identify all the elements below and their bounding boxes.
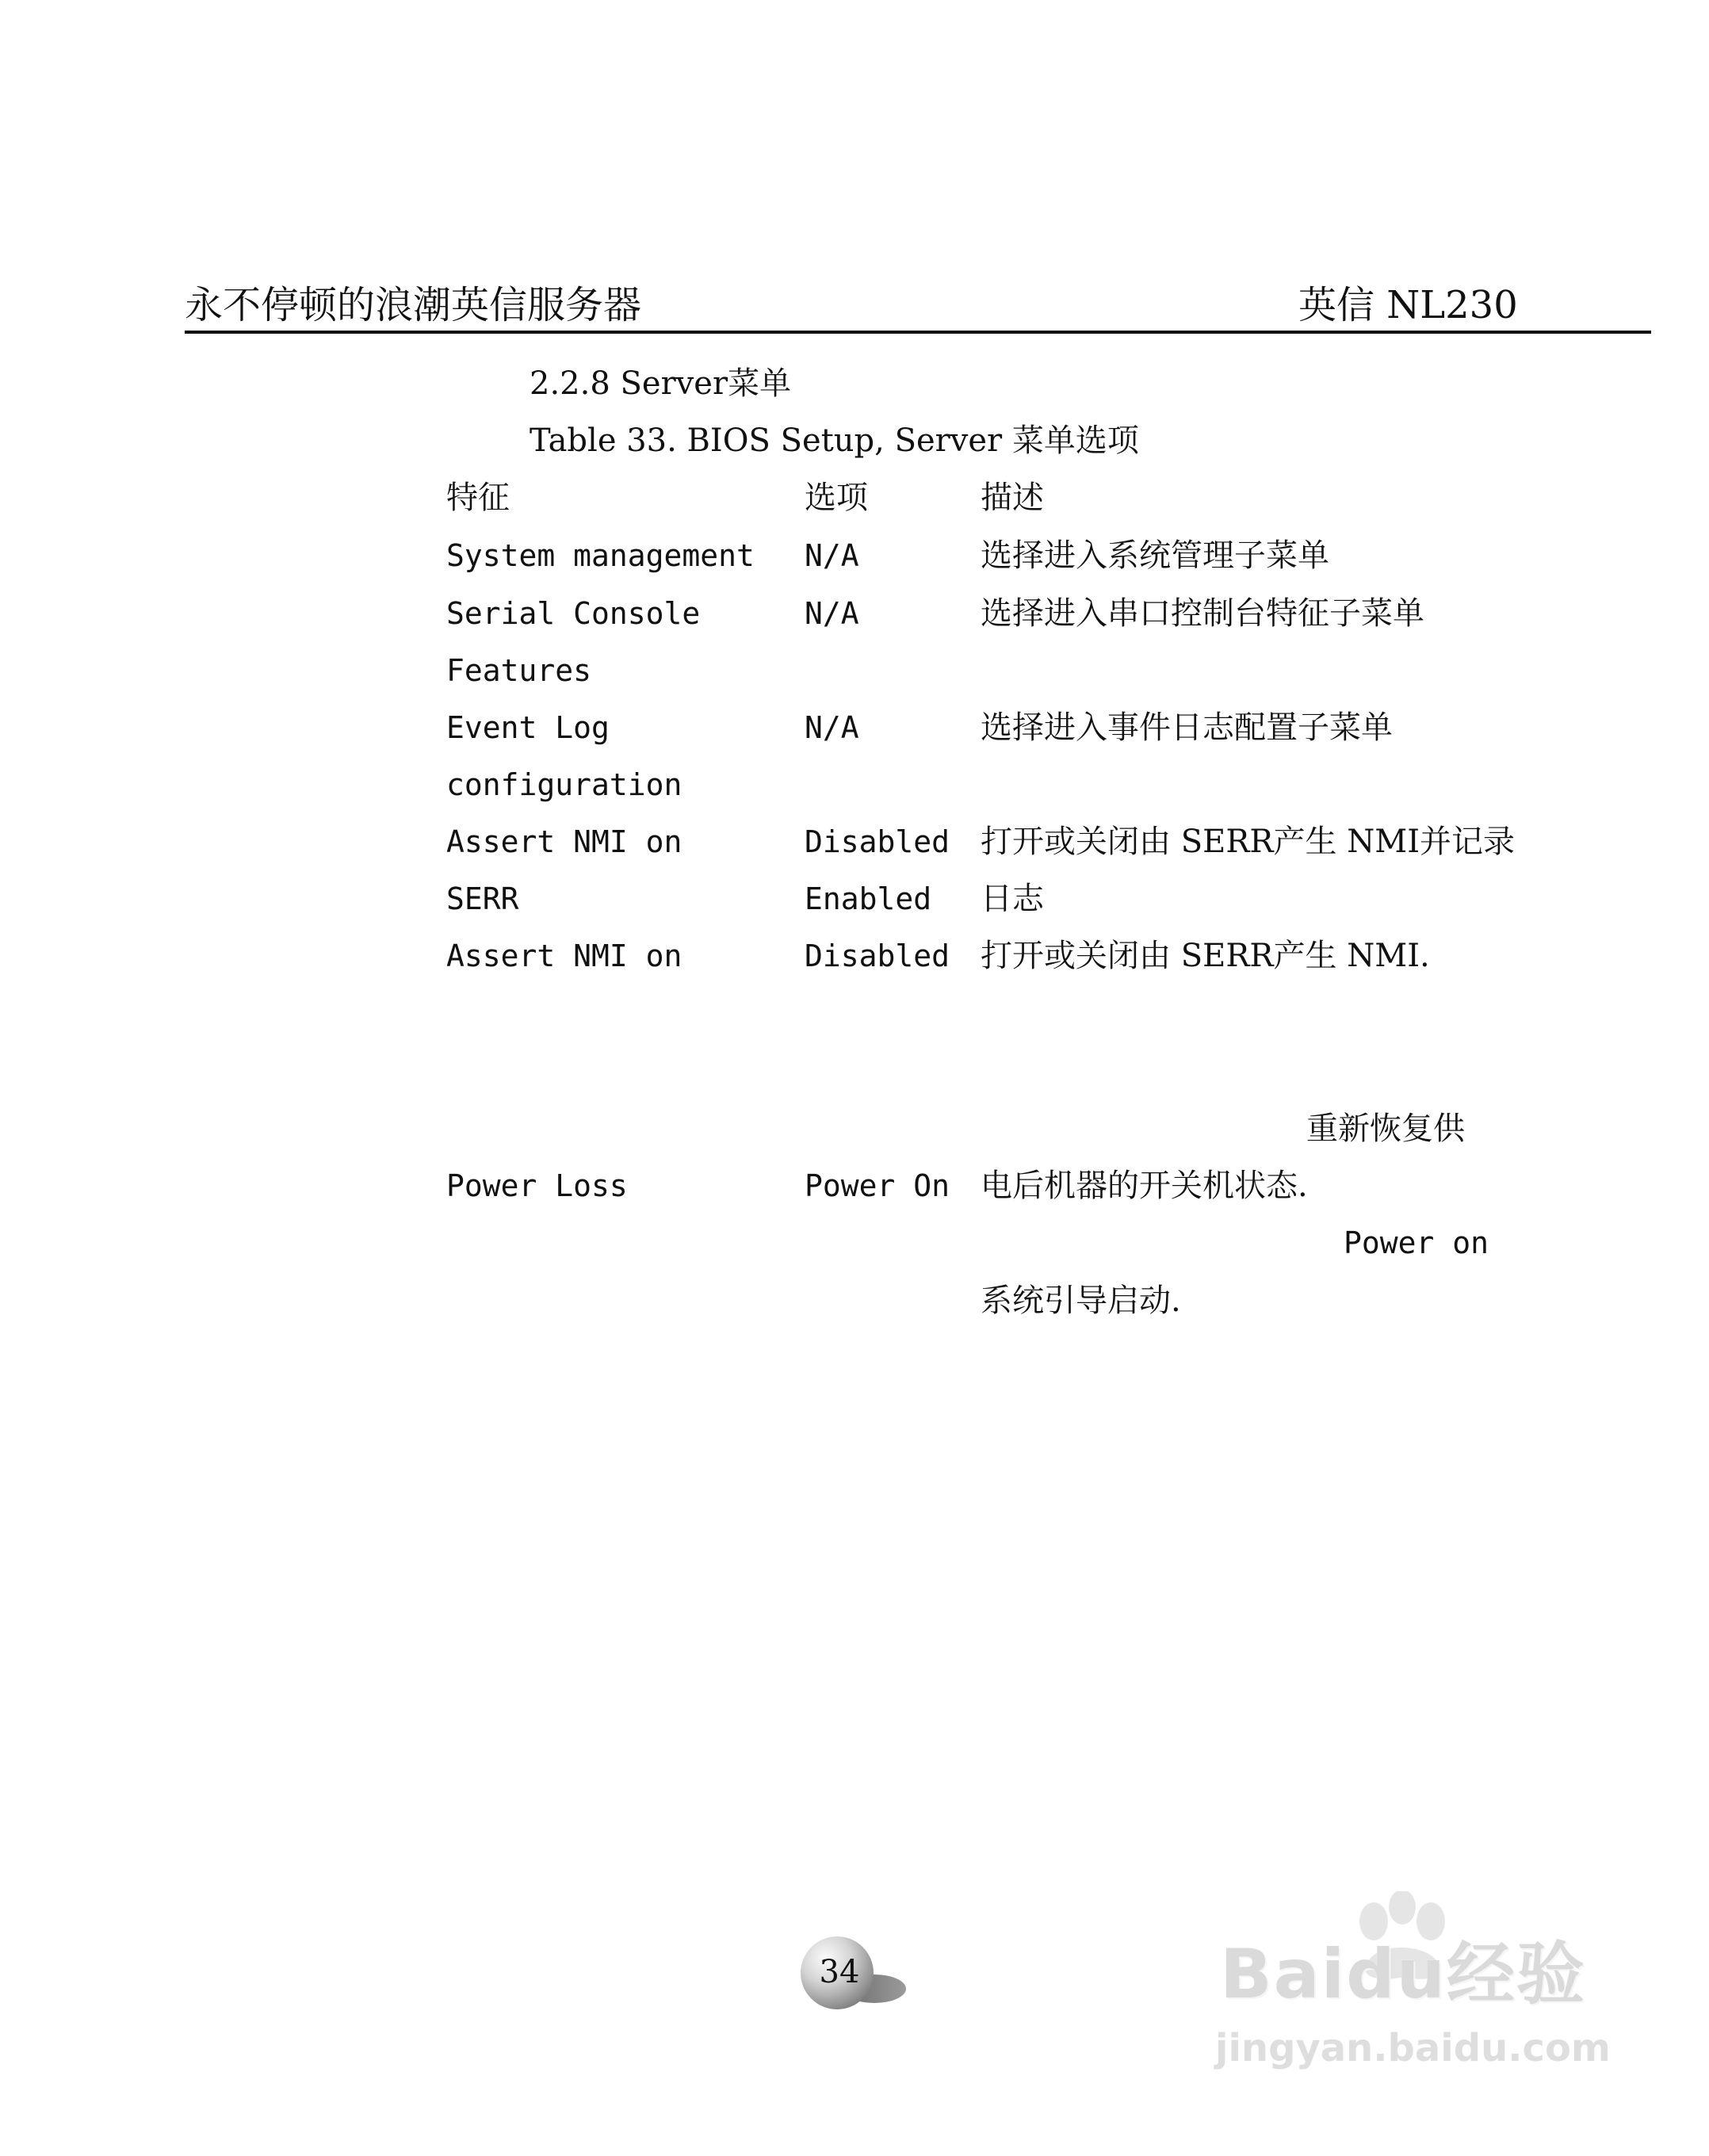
option-enabled: Enabled <box>805 881 932 916</box>
feature-event-log-line-2: configuration <box>446 767 682 802</box>
feature-assert-nmi-serr-line-2: SERR <box>446 881 519 916</box>
description-system-management: 选择进入系统管理子菜单 <box>981 537 1329 574</box>
header-divider <box>185 331 1651 334</box>
column-header-option: 选项 <box>805 480 868 516</box>
feature-event-log-line-1: Event Log <box>446 710 610 745</box>
option-power-on: Power On <box>805 1168 950 1203</box>
feature-serial-console-line-1: Serial Console <box>446 596 701 631</box>
description-power-loss-line-4: 系统引导启动. <box>981 1283 1181 1319</box>
page-number: 34 <box>819 1954 860 1990</box>
option-system-management: N/A <box>805 538 859 573</box>
section-title: 2.2.8 Server菜单 <box>530 365 792 402</box>
document-header-title: 永不停顿的浪潮英信服务器 <box>185 283 642 327</box>
document-header-model: 英信 NL230 <box>1298 283 1518 327</box>
feature-power-loss: Power Loss <box>446 1168 628 1203</box>
option-disabled: Disabled <box>805 824 950 859</box>
description-event-log: 选择进入事件日志配置子菜单 <box>981 709 1393 746</box>
column-header-description: 描述 <box>981 480 1044 516</box>
feature-assert-nmi: Assert NMI on <box>446 938 682 973</box>
description-power-loss-line-2: 电后机器的开关机状态. <box>981 1168 1308 1204</box>
feature-system-management: System management <box>446 538 755 573</box>
description-assert-nmi-serr-line-2: 日志 <box>981 881 1044 917</box>
column-header-feature: 特征 <box>446 480 510 516</box>
description-assert-nmi-serr-line-1: 打开或关闭由 SERR产生 NMI并记录 <box>981 824 1516 860</box>
description-power-loss-line-3: Power on <box>1344 1225 1489 1260</box>
feature-assert-nmi-serr-line-1: Assert NMI on <box>446 824 682 859</box>
table-caption: Table 33. BIOS Setup, Server 菜单选项 <box>530 422 1139 459</box>
description-assert-nmi: 打开或关闭由 SERR产生 NMI. <box>981 938 1430 974</box>
watermark-brand: Baidu经验 <box>1220 1935 1586 2014</box>
watermark-url: jingyan.baidu.com <box>1215 2026 1611 2070</box>
feature-serial-console-line-2: Features <box>446 653 592 688</box>
option-event-log: N/A <box>805 710 859 745</box>
description-power-loss-line-1: 重新恢复供 <box>1306 1110 1465 1147</box>
option-serial-console: N/A <box>805 596 859 631</box>
option-assert-nmi: Disabled <box>805 938 950 973</box>
baidu-jingyan-watermark <box>1201 1891 1611 2074</box>
description-serial-console: 选择进入串口控制台特征子菜单 <box>981 595 1424 632</box>
